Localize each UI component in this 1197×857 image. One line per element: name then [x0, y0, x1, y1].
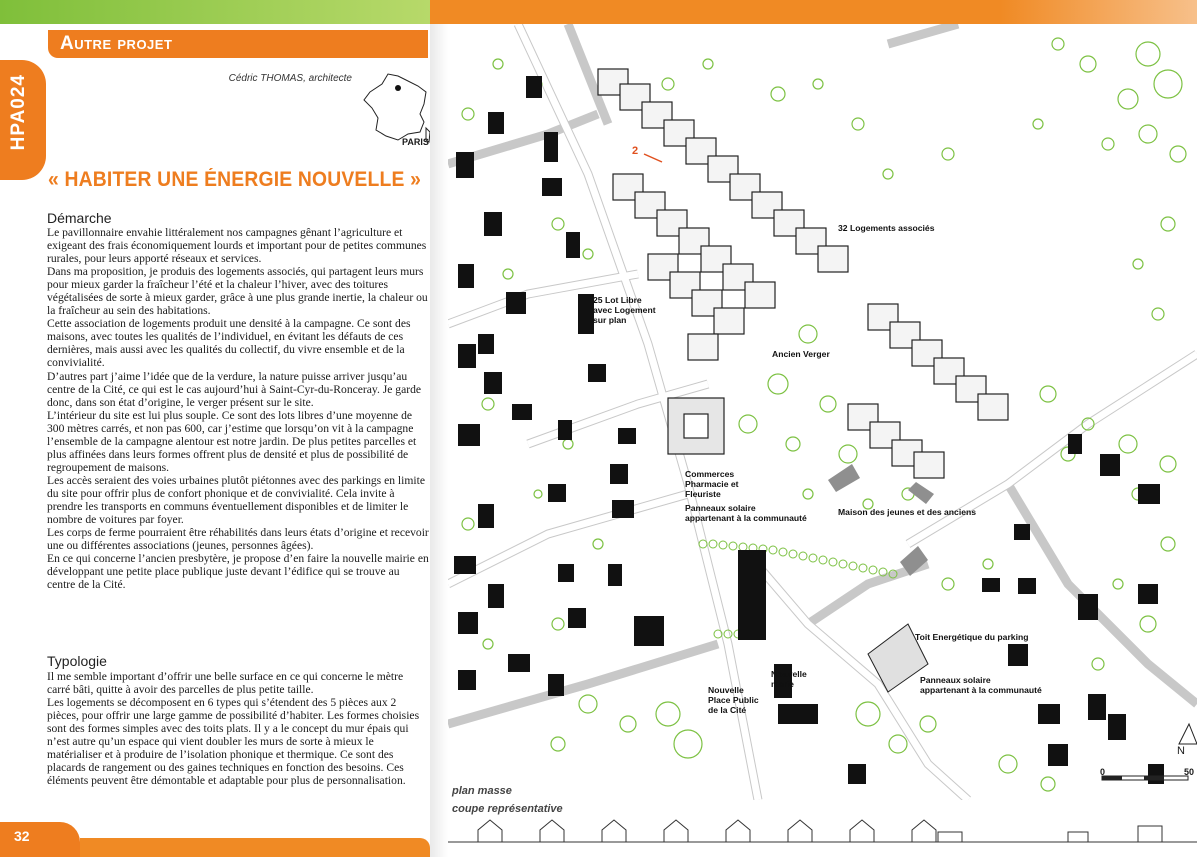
label-lot-libre: [593, 295, 656, 325]
section-label: Autre projet: [60, 33, 173, 54]
paragraph: Les corps de ferme pourraient être réhabilités dans leurs états d’origine et recevoir une ou différentes associations (jeunes, personnes âgées).: [47, 526, 429, 553]
label-line: Panneaux solaire: [685, 503, 756, 513]
heading-demarche: Démarche: [47, 210, 112, 226]
label-line: Fleuriste: [685, 489, 721, 499]
label-verger: Ancien Verger: [772, 349, 830, 359]
label-line: Pharmacie et: [685, 479, 739, 489]
project-code-tab: [0, 60, 46, 180]
top-banner-fade: [1000, 0, 1197, 24]
paragraph: Les accès seraient des voies urbaines plutôt piétonnes avec des parkings en limite du site pour offrir plus de confort phonique et de convivialité. Cela invite à prendre les transports en communs éventuellement disponibles et de limiter le nombre de voitures par foyer.: [47, 473, 425, 527]
label-place: [708, 685, 759, 715]
scale-end: 50: [1184, 767, 1195, 777]
label-line: avec Logement: [593, 305, 656, 315]
plan-marker: 2: [632, 145, 639, 157]
label-line: de la Cité: [708, 705, 747, 715]
page-gutter: [430, 24, 448, 857]
paragraph: Le pavillonnaire envahie littéralement nos campagnes gênant l’agriculture et exigeant des frais économiquement lourds et important pour de petites communes rurales, pour leurs apporté réseaux et services.: [47, 226, 427, 266]
project-code: HPA024: [8, 74, 29, 151]
plan-title: plan masse: [452, 785, 512, 797]
section-drawing: [448, 812, 1197, 857]
label-line: sur plan: [593, 315, 627, 325]
site-plan: [448, 24, 1197, 800]
top-banner-green: [0, 0, 430, 24]
architect-credit: Cédric THOMAS, architecte: [228, 73, 352, 84]
scale-start: 0: [1100, 767, 1106, 777]
north-label: N: [1177, 745, 1185, 757]
label-maison-jeunes: Maison des jeunes et des anciens: [838, 507, 977, 517]
page-title: « HABITER UNE ÉNERGIE NOUVELLE »: [48, 168, 422, 191]
label-panneaux-1: [685, 503, 807, 523]
paragraph: Dans ma proposition, je produis des logements associés, qui partagent leurs murs pour mieux garder la fraîcheur l’été et la chaleur l’hiver, avec des toitures végétalisées de sorte à mieux garder, grâce à une plus grande inertie, la chaleur ou la fraîcheur au sein des habitations.: [47, 265, 428, 318]
label-toit: Toit Energétique du parking: [915, 632, 1029, 642]
demarche-text: [47, 226, 429, 591]
paragraph: D’autres part j’aime l’idée que de la verdure, la nature puisse arriver jusqu’au centre de la Cité, ce qui est le cas aujourd’hui à Saint-Cyr-du-Ronceray. Je garde donc, dans son état d’origine, le verger présent sur le site.: [47, 369, 422, 409]
marker-arrow: [644, 154, 662, 162]
label-line: Nouvelle: [771, 669, 807, 679]
north-arrow-icon: [1179, 724, 1197, 744]
label-line: Panneaux solaire: [920, 675, 991, 685]
label-logements: 32 Logements associés: [838, 223, 935, 233]
housing-cluster: [598, 69, 1008, 478]
section-title: coupe représentative: [452, 803, 563, 815]
paragraph: En ce qui concerne l’ancien presbytère, je propose d’en faire la nouvelle mairie en développant une petite place publique juste devant l’édifice qui se trouve au centre de la Cité.: [47, 552, 429, 592]
paragraph: Cette association de logements produit une densité à la campagne. Ce sont des maisons, avec toutes les qualités de l’individuel, en évitant les défauts de ces dernières, mais aussi avec les qualités du collectif, du vivre ensemble et de la convivialité.: [47, 317, 411, 370]
label-mairie: [771, 669, 807, 689]
label-line: Place Public: [708, 695, 759, 705]
label-commerces: [685, 469, 739, 499]
map-city-label: PARIS: [402, 137, 429, 147]
page-number: 32: [14, 828, 30, 844]
page-number-tab: [0, 822, 80, 857]
label-line: Nouvelle: [708, 685, 744, 695]
bottom-banner: [80, 838, 430, 857]
label-line: appartenant à la communauté: [920, 685, 1042, 695]
label-line: Commerces: [685, 469, 735, 479]
trees: [462, 38, 1186, 791]
label-line: 25 Lot Libre: [593, 295, 642, 305]
paragraph: Il me semble important d’offrir une belle surface en ce qui concerne le mètre carré bâti, quitte à avoir des parcelles de plus petite taille.: [47, 670, 404, 697]
heading-typologie: Typologie: [47, 653, 107, 669]
typologie-text: [47, 670, 429, 787]
section-tab: [48, 30, 428, 58]
existing-buildings: [454, 76, 1164, 784]
label-panneaux-2: [920, 675, 1042, 695]
label-line: marie: [771, 679, 794, 689]
paragraph: L’intérieur du site est lui plus souple. Ce sont des lots libres d’une moyenne de 300 mètres carrés, et non pas 600, car j’estime que lorsqu’on vit à la campagne l’ensemble de la campagne alentour est notre jardin. De plus petites parcelles et plus affinées dans leurs formes offrent plus de densité et plus de possibilité de regroupement de maisons.: [47, 408, 417, 474]
label-line: appartenant à la communauté: [685, 513, 807, 523]
paragraph: Les logements se décomposent en 6 types qui s’étendent des 5 pièces aux 2 pièces, pour offrir une large gamme de possibilité d’habiter. Les formes choisies sont des formes simples avec des toits plats. Il y a le concept du mur épais qui n’est autre qu’un espace qui vient doubler les murs de sorte à mieux le matérialiser et à produire de l’isolation phonique et thermique. Ce sont des placards de rangement ou des gaines techniques en fonction des besoins. Ces éléments peuvent être démontable et adaptable pour plus de personnalisation.: [47, 696, 420, 788]
